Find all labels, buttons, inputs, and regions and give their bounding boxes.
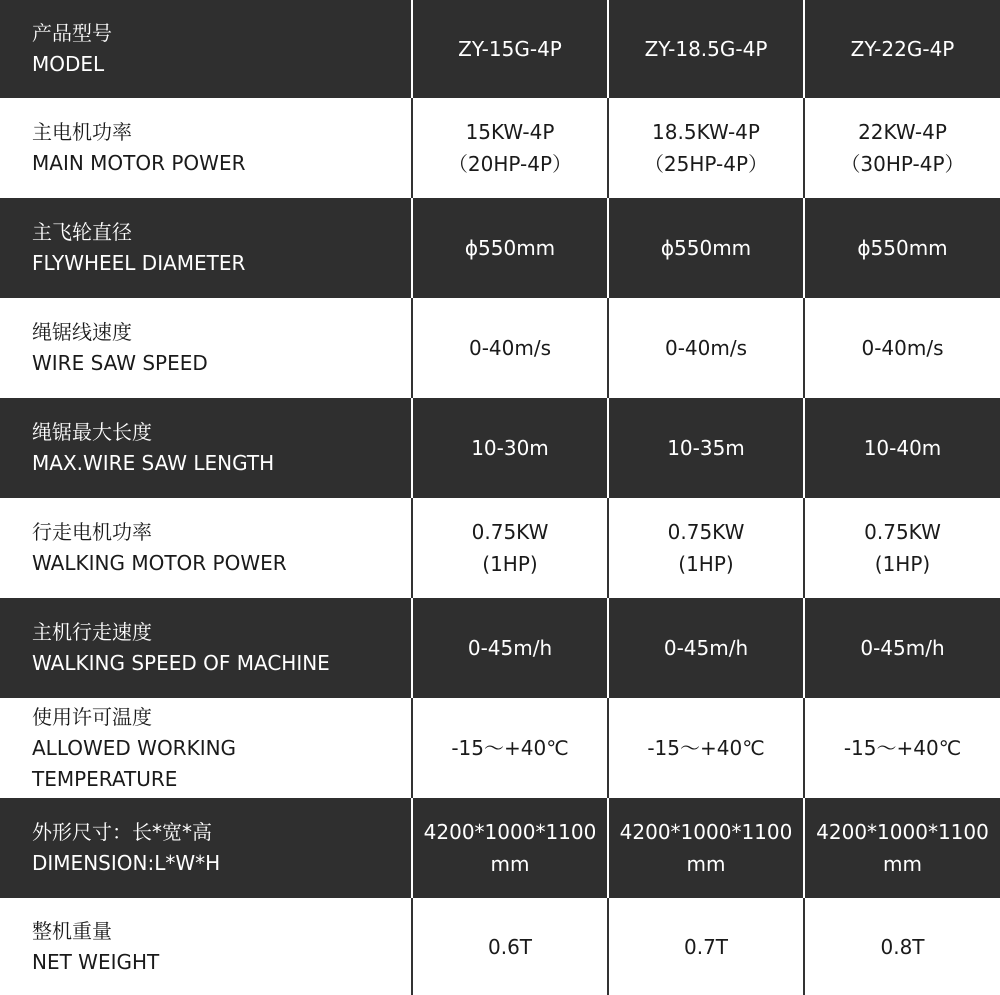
value-cell <box>805 498 1000 598</box>
value-text: 0-45m/h <box>663 636 749 660</box>
value-text: 0-45m/h <box>860 636 945 660</box>
value-cell <box>609 598 805 698</box>
value-text: -15～+40℃ <box>843 736 962 760</box>
value-cell <box>805 198 1000 298</box>
label-en: TEMPERATURE <box>32 766 178 791</box>
value-text: 0.8T <box>880 934 925 959</box>
spec-label-cell <box>0 898 413 995</box>
model-cell <box>413 0 609 98</box>
value-cell <box>413 598 609 698</box>
value-text: 0.75KW <box>667 520 745 544</box>
value-text: 0.75KW <box>471 520 549 544</box>
value-text: ϕ550mm <box>464 236 556 260</box>
value-text: 10-35m <box>667 436 745 460</box>
spec-label-cell <box>0 498 413 598</box>
value-text: 18.5KW-4P <box>652 120 760 144</box>
value-text: 0.7T <box>683 934 729 959</box>
label-cn: 外形尺寸：长*宽*高 <box>32 820 212 844</box>
value-cell <box>805 798 1000 898</box>
value-cell <box>413 398 609 498</box>
value-cell <box>805 98 1000 198</box>
value-text: (1HP) <box>678 552 734 576</box>
value-cell <box>805 398 1000 498</box>
model-cell <box>609 0 805 98</box>
value-cell <box>609 798 805 898</box>
value-text: 0-45m/h <box>467 636 553 660</box>
value-cell <box>609 898 805 995</box>
value-cell <box>413 498 609 598</box>
label-cn: 主电机功率 <box>32 120 132 144</box>
value-text: mm <box>686 852 726 876</box>
label-en: WALKING SPEED OF MACHINE <box>32 651 330 675</box>
label-cn: 绳锯最大长度 <box>32 420 152 444</box>
value-text: 0-40m/s <box>861 336 944 360</box>
value-cell <box>609 298 805 398</box>
value-cell <box>609 398 805 498</box>
value-text: 15KW-4P <box>465 120 555 144</box>
value-text: 10-40m <box>863 436 942 460</box>
value-text: mm <box>883 852 922 876</box>
value-text: 0-40m/s <box>468 336 552 360</box>
spec-label-cell <box>0 598 413 698</box>
value-text: 4200*1000*1100 <box>816 820 989 844</box>
value-cell <box>805 698 1000 798</box>
value-cell <box>413 198 609 298</box>
spec-label-cell <box>0 798 413 898</box>
spec-row <box>0 698 1000 798</box>
value-cell <box>413 298 609 398</box>
value-cell <box>805 598 1000 698</box>
value-cell <box>805 898 1000 995</box>
spec-row <box>0 98 1000 198</box>
spec-row <box>0 298 1000 398</box>
value-cell <box>609 98 805 198</box>
value-cell <box>609 198 805 298</box>
label-cn: 行走电机功率 <box>32 520 152 544</box>
value-cell <box>413 798 609 898</box>
value-text: （30HP-4P） <box>840 152 965 176</box>
value-text: (1HP) <box>482 552 538 576</box>
spec-row <box>0 398 1000 498</box>
label-cn: 主飞轮直径 <box>32 220 132 244</box>
value-cell <box>413 898 609 995</box>
label-cn: 整机重量 <box>32 918 112 943</box>
label-en: MAX.WIRE SAW LENGTH <box>32 451 275 475</box>
value-text: 0.6T <box>487 934 533 959</box>
value-text: （20HP-4P） <box>447 152 573 176</box>
value-text: (1HP) <box>874 552 931 576</box>
spec-label-cell <box>0 198 413 298</box>
header-label-cell <box>0 0 413 98</box>
value-text: 4200*1000*1100 <box>619 820 793 844</box>
value-cell <box>609 698 805 798</box>
label-cn: 主机行走速度 <box>32 620 152 644</box>
value-text: -15～+40℃ <box>647 736 765 760</box>
value-text: ϕ550mm <box>660 236 752 260</box>
label-cn: 绳锯线速度 <box>32 320 132 344</box>
value-cell <box>805 298 1000 398</box>
spec-label-cell <box>0 398 413 498</box>
label-en: FLYWHEEL DIAMETER <box>32 251 246 275</box>
value-text: 0.75KW <box>864 520 941 544</box>
label-cn: 使用许可温度 <box>32 704 152 729</box>
spec-row <box>0 498 1000 598</box>
label-en: MODEL <box>32 52 105 76</box>
model-name: ZY-18.5G-4P <box>644 37 768 61</box>
value-text: -15～+40℃ <box>451 736 569 760</box>
value-text: 10-30m <box>471 436 549 460</box>
value-text: mm <box>490 852 530 876</box>
spec-label-cell <box>0 698 413 798</box>
spec-label-cell <box>0 298 413 398</box>
label-en: DIMENSION:L*W*H <box>32 851 221 875</box>
value-text: 4200*1000*1100 <box>423 820 597 844</box>
spec-row <box>0 798 1000 898</box>
model-cell <box>805 0 1000 98</box>
spec-row <box>0 198 1000 298</box>
model-name: ZY-22G-4P <box>850 37 955 61</box>
label-en: WIRE SAW SPEED <box>32 351 208 375</box>
spec-row <box>0 598 1000 698</box>
value-text: 22KW-4P <box>858 120 947 144</box>
label-en: WALKING MOTOR POWER <box>32 551 287 575</box>
value-cell <box>609 498 805 598</box>
header-row <box>0 0 1000 98</box>
model-name: ZY-15G-4P <box>458 37 562 61</box>
value-text: （25HP-4P） <box>643 152 769 176</box>
label-en: NET WEIGHT <box>32 949 160 974</box>
value-text: ϕ550mm <box>857 236 948 260</box>
label-cn: 产品型号 <box>32 21 112 45</box>
label-en: MAIN MOTOR POWER <box>32 151 246 175</box>
value-cell <box>413 98 609 198</box>
value-cell <box>413 698 609 798</box>
label-en: ALLOWED WORKING <box>32 735 237 760</box>
spec-label-cell <box>0 98 413 198</box>
value-text: 0-40m/s <box>664 336 748 360</box>
spec-row <box>0 898 1000 995</box>
